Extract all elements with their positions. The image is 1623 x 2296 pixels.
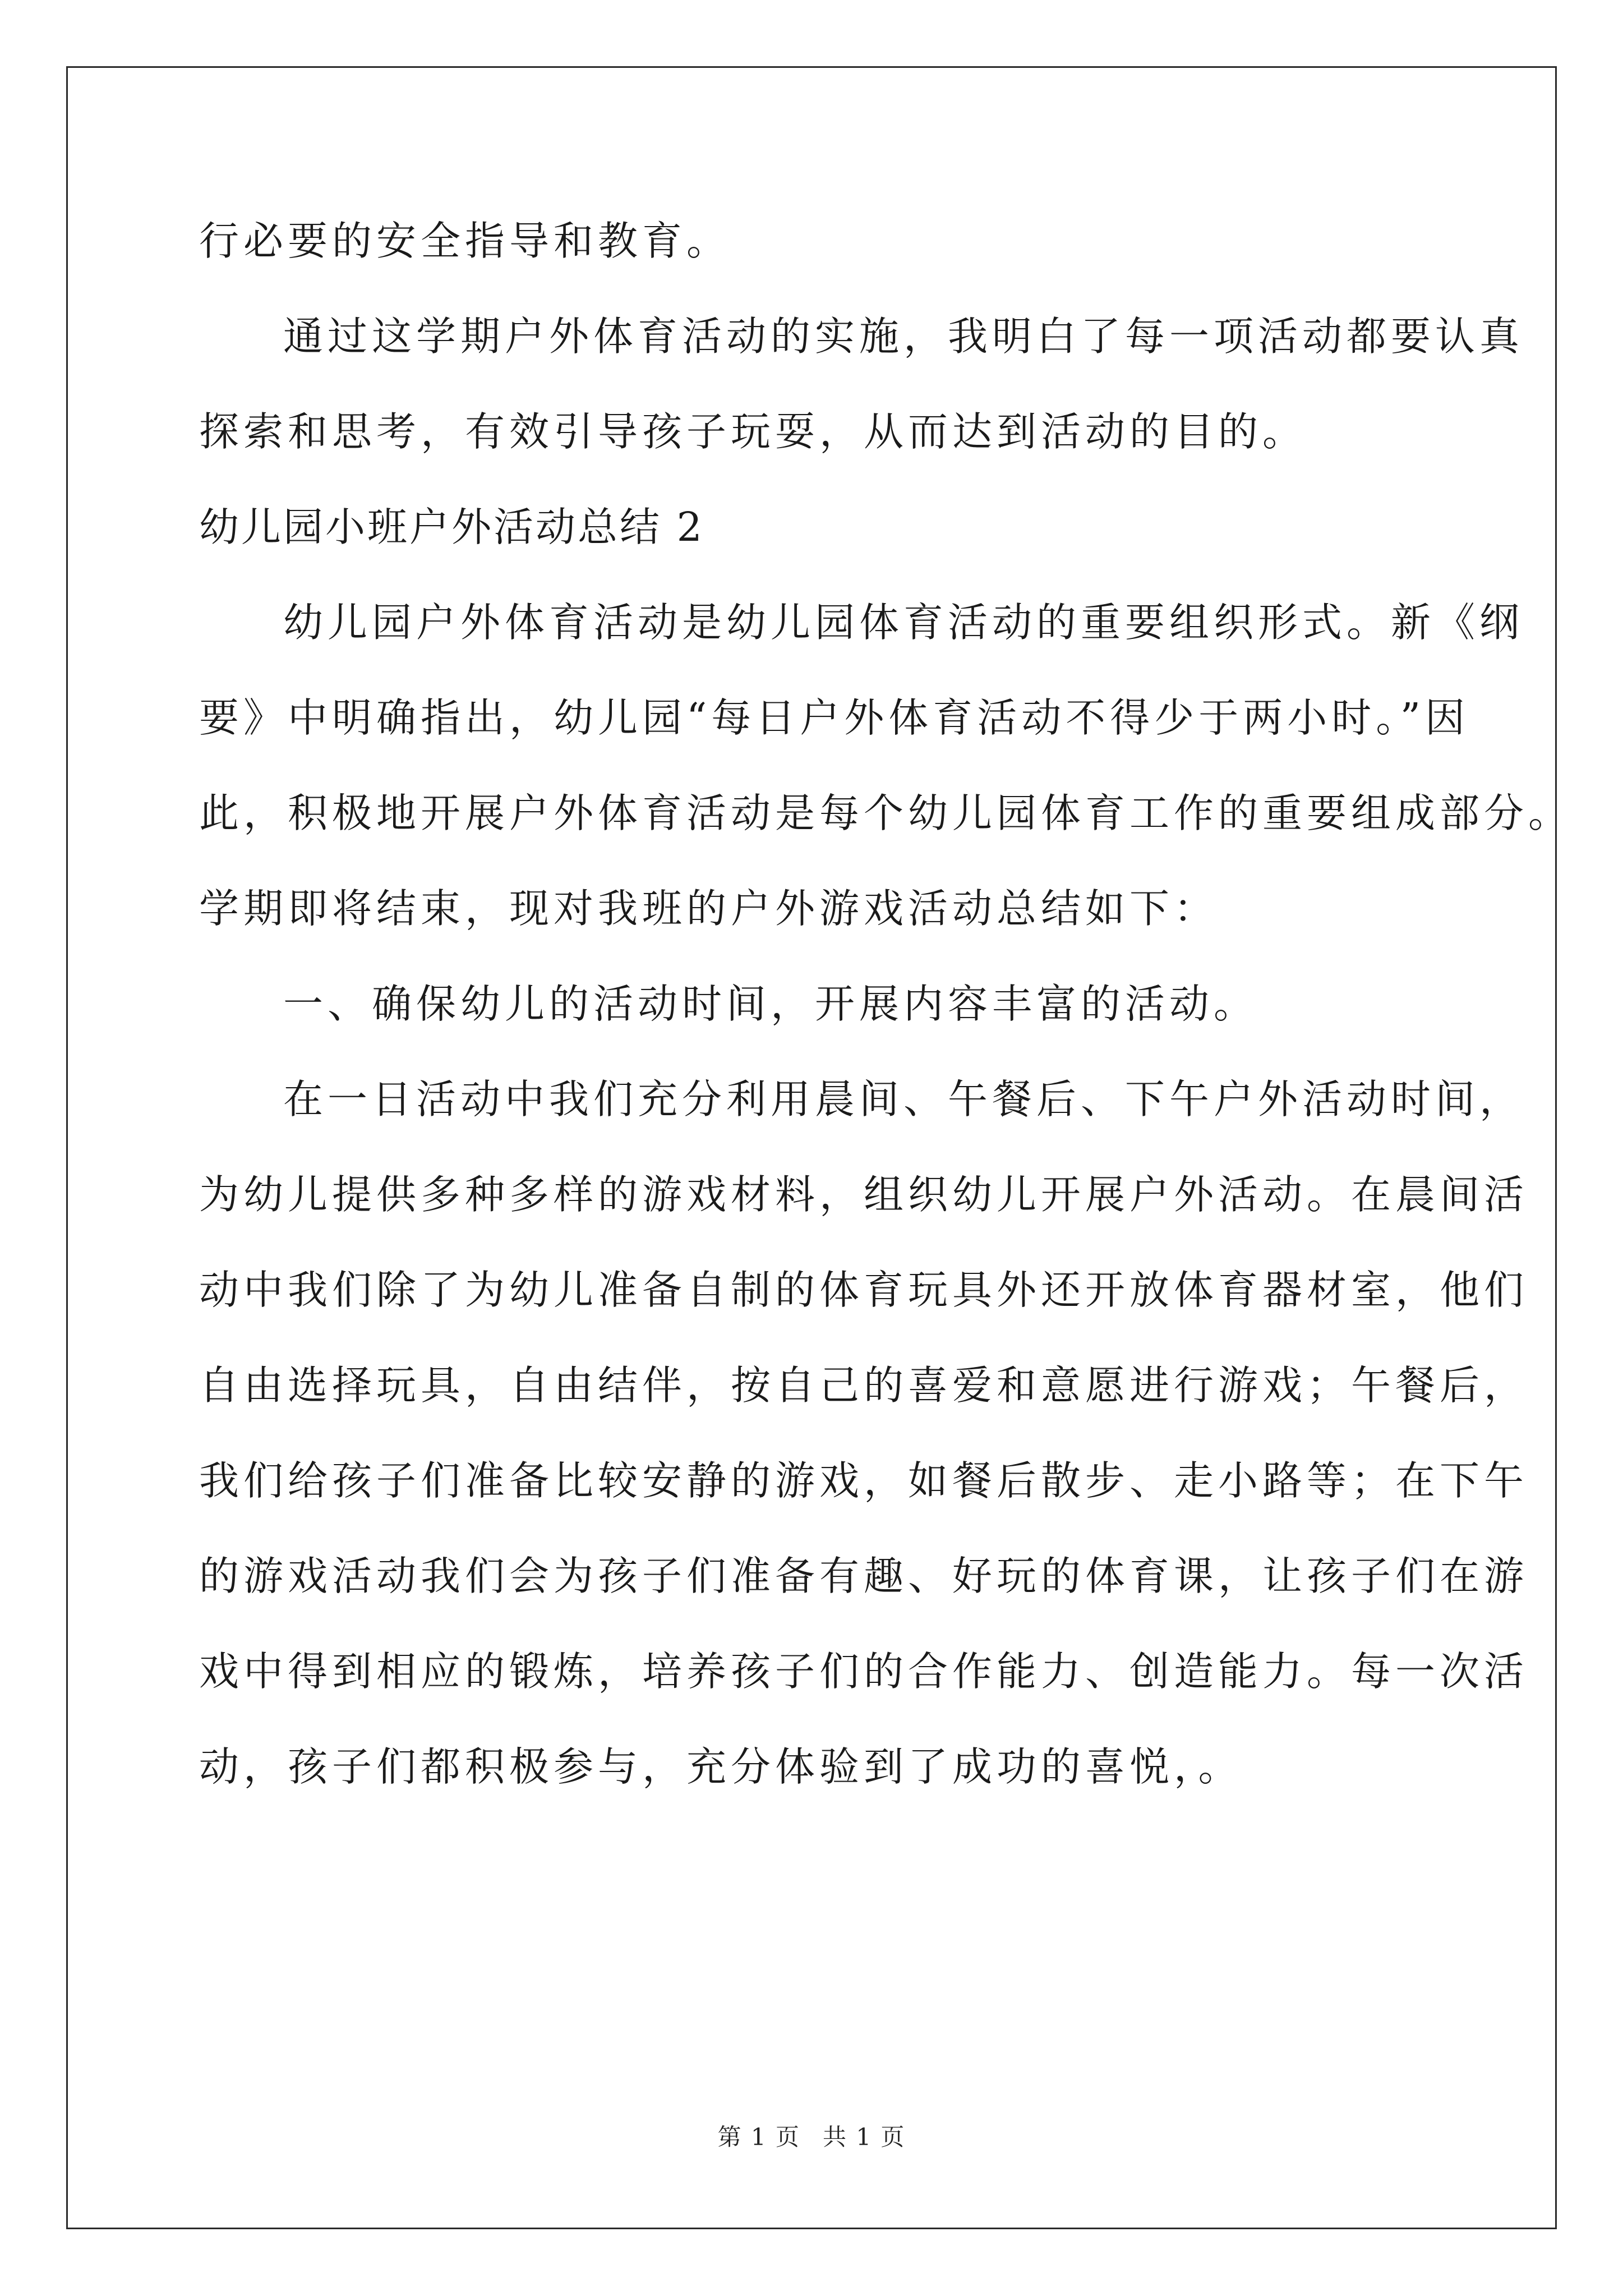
page-border <box>66 66 1557 2229</box>
paragraph-line: 要》中明确指出，幼儿园“每日户外体育活动不得少于两小时。”因 <box>199 694 1470 741</box>
page-footer <box>0 2120 1623 2154</box>
section-heading: 幼儿园小班户外活动总结 2 <box>199 504 704 550</box>
paragraph-line: 行必要的安全指导和教育。 <box>199 218 731 264</box>
paragraph-line: 戏中得到相应的锻炼，培养孩子们的合作能力、创造能力。每一次活 <box>199 1648 1529 1695</box>
paragraph-line: 动中我们除了为幼儿准备自制的体育玩具外还开放体育器材室，他们 <box>199 1267 1529 1313</box>
paragraph-line: 探索和思考，有效引导孩子玩耍，从而达到活动的目的。 <box>199 408 1307 455</box>
page-number-current: 第 1 页 <box>717 2123 800 2151</box>
page-number-total: 共 1 页 <box>823 2123 906 2151</box>
paragraph-line: 动，孩子们都积极参与，充分体验到了成功的喜悦，。 <box>199 1743 1243 1790</box>
paragraph-line: 为幼儿提供多种多样的游戏材料，组织幼儿开展户外活动。在晨间活 <box>199 1171 1529 1218</box>
paragraph-line: 在一日活动中我们充分利用晨间、午餐后、下午户外活动时间， <box>283 1076 1524 1122</box>
paragraph-line: 此，积极地开展户外体育活动是每个幼儿园体育工作的重要组成部分。 <box>199 790 1573 836</box>
paragraph-line: 自由选择玩具，自由结伴，按自己的喜爱和意愿进行游戏；午餐后， <box>199 1362 1529 1409</box>
paragraph-line: 幼儿园户外体育活动是幼儿园体育活动的重要组织形式。新《纲 <box>283 599 1524 646</box>
paragraph-line: 学期即将结束，现对我班的户外游戏活动总结如下： <box>199 885 1219 932</box>
paragraph-line: 通过这学期户外体育活动的实施，我明白了每一项活动都要认真 <box>283 313 1524 360</box>
subsection-heading: 一、确保幼儿的活动时间，开展内容丰富的活动。 <box>283 981 1258 1027</box>
paragraph-line: 的游戏活动我们会为孩子们准备有趣、好玩的体育课，让孩子们在游 <box>199 1553 1529 1599</box>
paragraph-line: 我们给孩子们准备比较安静的游戏，如餐后散步、走小路等；在下午 <box>199 1457 1529 1504</box>
